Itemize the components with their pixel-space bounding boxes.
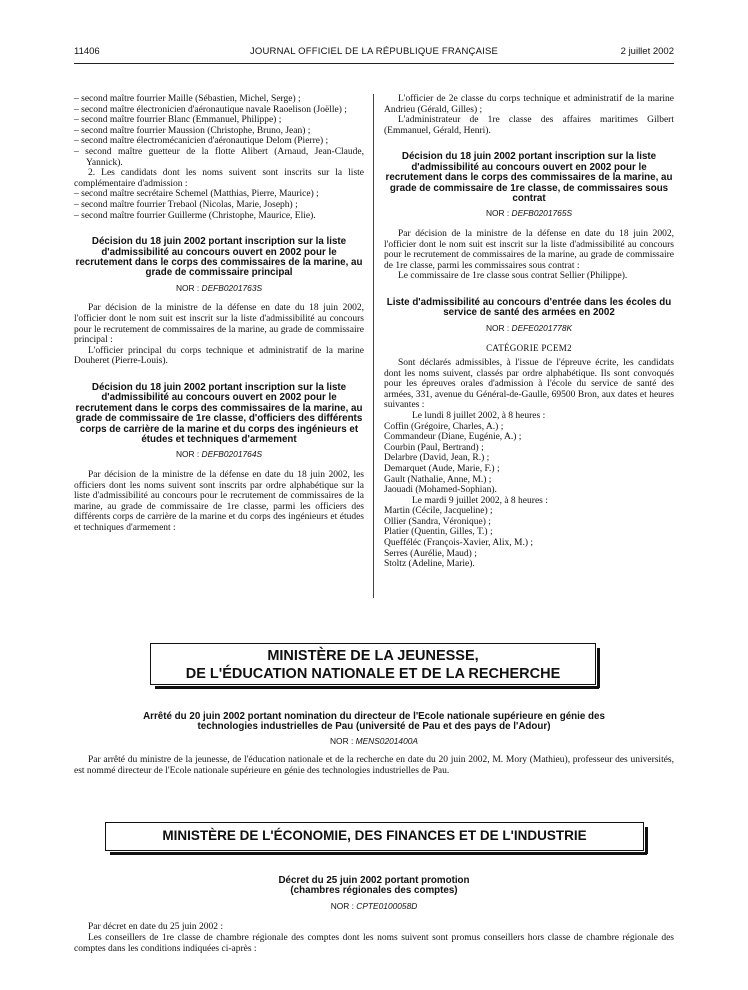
candidate-name: Serres (Aurélie, Maud) ; bbox=[384, 548, 477, 559]
arrete-title: Arrêté du 20 juin 2002 portant nomination du directeur de l'Ecole nationale supérieure en génie des technologies industrielles de Pau (université de Pau et des pays de l'Adour) bbox=[143, 711, 605, 733]
opening-list bbox=[74, 94, 364, 168]
nor-label: NOR : bbox=[485, 208, 510, 219]
candidate-name: Jaouadi (Mohamed-Sophian). bbox=[384, 485, 497, 496]
exam-day-1: Le lundi 8 juillet 2002, à 8 heures : bbox=[412, 410, 546, 421]
nor-label: NOR : bbox=[330, 900, 354, 911]
ministry-jeunesse-line2: DE L'ÉDUCATION NATIONALE ET DE LA RECHERCHE bbox=[185, 666, 561, 682]
nor-code: DEFB0201765S bbox=[511, 208, 573, 219]
list-item: – second maître fourrier Trebaol (Nicolas, Marie, Joseph) ; bbox=[74, 199, 298, 210]
nor-reference bbox=[74, 449, 364, 460]
decision-commissaire-1re-classe-officiers bbox=[74, 383, 364, 534]
nor-label: NOR : bbox=[175, 282, 200, 293]
candidate-name: Demarquet (Aude, Marie, F.) ; bbox=[384, 463, 500, 474]
candidate-name: Delarbre (David, Jean, R.) ; bbox=[384, 453, 490, 464]
list-item: – second maître secrétaire Schemel (Matthias, Pierre, Maurice) ; bbox=[74, 189, 319, 200]
list-item: – second maître fourrier Blanc (Emmanuel, Philippe) ; bbox=[74, 115, 282, 126]
ministry-economie-banner bbox=[105, 822, 644, 851]
candidate-name: Courbin (Paul, Bertrand) ; bbox=[384, 442, 484, 453]
decision-name: L'officier principal du corps technique et administratif de la marine Douheret (Pierre-Louis). bbox=[74, 345, 364, 367]
candidate-name: Coffin (Grégoire, Charles, A.) ; bbox=[384, 421, 504, 432]
arrete-body: Par arrêté du ministre de la jeunesse, de l'éducation nationale et de la recherche en date du 20 juin 2002, M. Mory (Mathieu), professeur des universités, est nommé directeur de l'Ecole nationale supérieure en génie des technologies industrielles de Pau. bbox=[74, 754, 674, 776]
complementary-intro: 2. Les candidats dont les noms suivent sont inscrits sur la liste complémentaire d'admission : bbox=[74, 168, 364, 189]
ministry-jeunesse-banner bbox=[150, 643, 596, 685]
journal-title: JOURNAL OFFICIEL DE LA RÉPUBLIQUE FRANÇAISE bbox=[249, 46, 499, 57]
nor-reference bbox=[74, 736, 674, 747]
nor-label: NOR : bbox=[485, 322, 510, 333]
nor-label: NOR : bbox=[175, 449, 200, 460]
decision-body: Par décision de la ministre de la défense en date du 18 juin 2002, les officiers dont les noms suivent sont inscrits par ordre alphabétique sur la liste d'admissibilité au concours pour le recrutement de commissaires de la marine, au grade de commissaire de 1re classe, parmi les officiers des différents corps de carrière de la marine et du corps des ingénieurs et études et techniques d'armement : bbox=[74, 469, 364, 533]
ministry-economie-label: MINISTÈRE DE L'ÉCONOMIE, DES FINANCES ET DE L'INDUSTRIE bbox=[162, 828, 587, 843]
nor-code: DEFE0201778K bbox=[511, 322, 573, 333]
header-rule bbox=[74, 63, 674, 64]
continuation-item: L'administrateur de 1re classe des affaires maritimes Gilbert (Emmanuel, Gérald, Henri). bbox=[384, 115, 674, 136]
category-heading: CATÉGORIE PCEM2 bbox=[486, 343, 572, 354]
liste-title: Liste d'admissibilité au concours d'entrée dans les écoles du service de santé des armées en 2002 bbox=[386, 296, 672, 319]
decision-commissaires-sous-contrat bbox=[384, 152, 674, 282]
candidate-name: Quefféléc (François-Xavier, Alix, M.) ; bbox=[384, 538, 534, 549]
issue-date: 2 juillet 2002 bbox=[620, 46, 674, 57]
decret-intro: Par décret en date du 25 juin 2002 : bbox=[88, 921, 224, 932]
column-divider bbox=[373, 94, 374, 598]
decret-body: Les conseillers de 1re classe de chambre régionale des comptes dont les noms suivent sont promus conseillers hors classe de chambre régionale des comptes dans les conditions indiquées ci-après : bbox=[74, 932, 674, 954]
decision-name: Le commissaire de 1re classe sous contrat Sellier (Philippe). bbox=[398, 271, 628, 282]
complementary-list bbox=[74, 189, 364, 221]
candidate-name: Commandeur (Diane, Eugénie, A.) ; bbox=[384, 432, 522, 443]
candidate-name: Ollier (Sandra, Véronique) ; bbox=[384, 516, 491, 527]
liste-intro: Sont déclarés admissibles, à l'issue de l'épreuve écrite, les candidats dont les noms suivent, classés par ordre alphabétique. Ils sont convoqués pour les épreuves orales d'admission à l'école du service de santé des armées, 331, avenue du Général-de-Gaulle, 69500 Bron, aux dates et heures suivantes : bbox=[384, 357, 674, 411]
candidate-name: Platier (Quentin, Gilles, T.) ; bbox=[384, 527, 493, 538]
list-item: – second maître guetteur de la flotte Alibert (Arnaud, Jean-Claude, Yannick). bbox=[74, 146, 364, 168]
ministry-jeunesse-line1: MINISTÈRE DE LA JEUNESSE, bbox=[267, 648, 479, 664]
nor-reference bbox=[74, 901, 674, 912]
continuation-item: L'officier de 2e classe du corps technique et administratif de la marine Andrieu (Gérald, Gilles) ; bbox=[384, 94, 674, 115]
decret-title-line2: (chambres régionales des comptes) bbox=[290, 885, 458, 897]
page-header bbox=[74, 46, 674, 62]
page-number: 11406 bbox=[74, 46, 100, 57]
decision-commissaire-principal bbox=[74, 237, 364, 367]
nor-code: MENS0201400A bbox=[355, 735, 418, 746]
decision-title: Décision du 18 juin 2002 portant inscription sur la liste d'admissibilité au concours ouvert en 2002 pour le recrutement dans le corps des commissaires de la marine, au grade de commissaire principal bbox=[75, 236, 363, 279]
nor-reference bbox=[384, 208, 674, 219]
candidate-name: Stoltz (Adeline, Marie). bbox=[384, 559, 475, 570]
decision-body: Par décision de la ministre de la défense en date du 18 juin 2002, l'officier dont le nom suit est inscrit sur la liste d'admissibilité au concours pour le recrutement de commissaires de la marine, au grade de commissaire principal : bbox=[74, 303, 364, 346]
list-item: – second maître fourrier Guillerme (Christophe, Maurice, Elie). bbox=[74, 210, 316, 221]
nor-label: NOR : bbox=[330, 735, 354, 746]
decret-title-line1: Décret du 25 juin 2002 portant promotion bbox=[278, 875, 470, 886]
exam-day-2: Le mardi 9 juillet 2002, à 8 heures : bbox=[412, 495, 548, 506]
nor-reference bbox=[384, 323, 674, 334]
candidate-name: Gault (Nathalie, Anne, M.) ; bbox=[384, 474, 492, 485]
right-column bbox=[384, 94, 674, 570]
decret-section bbox=[74, 876, 674, 955]
decision-title: Décision du 18 juin 2002 portant inscription sur la liste d'admissibilité au concours ouvert en 2002 pour le recrutement dans le corps des commissaires de la marine, au grade de commissaire de 1re classe, d'officiers des différents corps de carrière de la marine et du corps des ingénieurs et études et techniques d'armement bbox=[75, 381, 363, 445]
list-item: – second maître électromécanicien d'aéronautique Delom (Pierre) ; bbox=[74, 136, 329, 147]
candidate-name: Martin (Cécile, Jacqueline) ; bbox=[384, 506, 493, 517]
liste-service-sante bbox=[384, 298, 674, 570]
nor-code: CPTE0100058D bbox=[356, 900, 418, 911]
list-item: – second maître fourrier Maussion (Christophe, Bruno, Jean) ; bbox=[74, 125, 311, 136]
list-item: – second maître fourrier Maille (Sébastien, Michel, Serge) ; bbox=[74, 94, 301, 104]
decision-title: Décision du 18 juin 2002 portant inscription sur la liste d'admissibilité au concours ouvert en 2002 pour le recrutement dans le corps des commissaires de la marine, au grade de commissaire de 1re classe, de commissaires sous contrat bbox=[385, 151, 673, 204]
left-column bbox=[74, 94, 364, 534]
nor-code: DEFB0201764S bbox=[201, 449, 263, 460]
nor-code: DEFB0201763S bbox=[201, 282, 263, 293]
decision-body: Par décision de la ministre de la défense en date du 18 juin 2002, l'officier dont le nom suit est inscrit sur la liste d'admissibilité au concours pour le recrutement de commissaires de la marine, au grade de commissaire de 1re classe, parmi les commissaires sous contrat : bbox=[384, 229, 674, 271]
nor-reference bbox=[74, 283, 364, 294]
list-item: – second maître électronicien d'aéronautique navale Raoelison (Joëlle) ; bbox=[74, 104, 347, 115]
arrete-section bbox=[74, 712, 674, 777]
